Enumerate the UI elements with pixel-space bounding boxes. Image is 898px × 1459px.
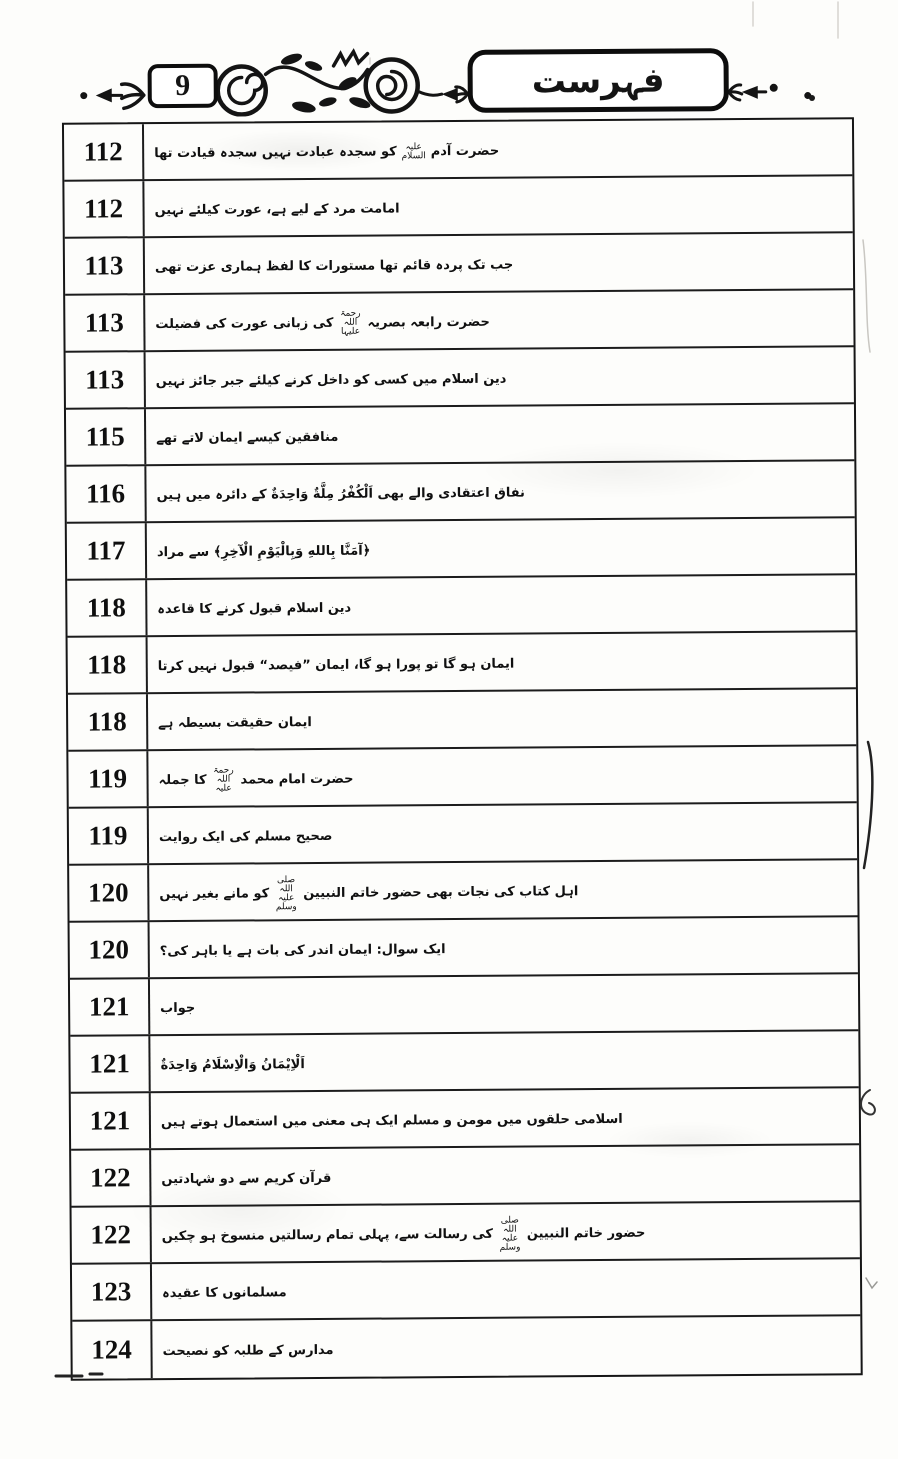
toc-entry-title: ایمان ہو گا تو پورا ہو گا، ایمان ”فیصد“ قبول نہیں کرتا: [157, 656, 515, 675]
toc-entry-title: حضور خاتم النبیین صلی اللہ علیہ وسلم کی رسالت سے، پہلی تمام رسالتیں منسوخ ہو چکیں: [161, 1215, 646, 1253]
toc-entry-title: دین اسلام میں کسی کو داخل کرنے کیلئے جبر جائز نہیں: [155, 371, 507, 390]
honorific-mark: صلی اللہ علیہ وسلم: [275, 874, 297, 912]
table-row: [70, 974, 858, 1036]
toc-entry-title: ایمان حقیقت بسیطہ ہے: [158, 715, 312, 732]
table-row: [68, 689, 856, 751]
fan-flourish-icon: [729, 85, 742, 100]
toc-page-number: 115: [66, 409, 146, 465]
toc-entry-title: جواب: [160, 1000, 196, 1017]
table-row: [72, 1259, 860, 1321]
toc-page-number: 122: [72, 1207, 152, 1263]
table-row: [68, 632, 856, 694]
table-row: [72, 1202, 860, 1264]
toc-entry-title: مسلمانوں کا عقیدہ: [162, 1285, 287, 1302]
toc-entry-title: مدارس کے طلبہ کو نصیحت: [162, 1342, 334, 1360]
toc-page-number: 113: [66, 352, 146, 408]
crown-flourish-icon: [333, 52, 367, 66]
toc-entry-title: نفاق اعتقادی والے بھی اَلْکُفْرُ مِلَّةٌ وَاحِدَةٌ کے دائرہ میں ہیں: [156, 485, 525, 504]
toc-page-number: 121: [70, 1036, 150, 1092]
toc-entry-title: حضرت امام محمد رحمۃ اللہ علیہ کا جملہ: [158, 765, 354, 794]
toc-entry-title: حضرت رابعہ بصریہ رحمۃ اللہ علیہا کی زبانی عورت کی فضیلت: [155, 308, 490, 337]
table-row: [67, 575, 855, 637]
table-row: [69, 860, 857, 922]
toc-page-number: 124: [72, 1321, 152, 1379]
table-row: [67, 518, 855, 580]
spiral-icon: [366, 59, 418, 111]
table-row: [66, 404, 854, 466]
arrow-left-icon: [96, 88, 112, 102]
table-row: [70, 1031, 858, 1093]
toc-entry-title: حضرت آدم علیہ السلام کو سجدہ عبادت نہیں سجدہ قیادت تھا: [154, 141, 500, 162]
table-row: [65, 233, 853, 295]
arrow-left-icon: [742, 86, 758, 99]
toc-entry-title: صحیح مسلم کی ایک روایت: [158, 828, 333, 846]
toc-entry-title: دین اسلام قبول کرنے کا قاعدہ: [157, 600, 352, 618]
toc-page-number: 112: [64, 124, 144, 180]
table-row: [71, 1145, 859, 1207]
toc-page-number: 119: [68, 751, 148, 807]
table-row: [66, 461, 854, 523]
table-row: [68, 746, 856, 808]
toc-entry-title: اَلْاِیْمَانُ وَالْاِسْلَامُ وَاحِدَةٌ: [160, 1057, 305, 1074]
fan-flourish-icon: [122, 84, 144, 108]
toc-page-number: 118: [68, 637, 148, 693]
table-row: [69, 803, 857, 865]
toc-page-number: 113: [65, 238, 145, 294]
page-number-badge: [148, 64, 218, 108]
toc-page-number: 112: [64, 181, 144, 237]
ink-dot: [770, 84, 778, 92]
honorific-mark: علیہ السلام: [401, 141, 426, 161]
toc-entry-title: ایک سوال: ایمان اندر کی بات ہے یا باہر کی؟: [159, 942, 446, 960]
toc-entry-title: قرآن کریم سے دو شہادتیں: [161, 1170, 332, 1188]
toc-page-number: 113: [65, 295, 145, 351]
toc-page-number: 120: [69, 865, 149, 921]
toc-page-number: 116: [66, 466, 146, 522]
honorific-mark: رحمۃ اللہ علیہا: [340, 308, 361, 337]
toc-entry-title: اہل کتاب کی نجات بھی حضور خاتم النبیین صلی اللہ علیہ وسلم کو مانے بغیر نہیں: [159, 874, 579, 912]
ink-dot: [804, 92, 811, 99]
honorific-mark: رحمۃ اللہ علیہ: [213, 765, 234, 794]
toc-page-number: 117: [67, 523, 147, 579]
toc-page-number: 121: [71, 1093, 151, 1149]
header-title-box: [467, 48, 728, 113]
table-row: [66, 347, 854, 409]
toc-entry-title: اسلامی حلقوں میں مومن و مسلم ایک ہی معنی میں استعمال ہوتے ہیں: [160, 1111, 623, 1131]
toc-page-number: 118: [67, 580, 147, 636]
table-row: [64, 176, 852, 238]
toc-page-number: 118: [68, 694, 148, 750]
toc-page-number: 120: [70, 922, 150, 978]
table-row: [64, 119, 852, 181]
toc-entry-title: ﴿آمَنَّا بِاللهِ وَبِالْیَوْمِ الْآخِرِ﴾ سے مراد: [156, 543, 371, 561]
table-row: [72, 1316, 860, 1378]
toc-table: [62, 117, 863, 1380]
toc-page-number: 123: [72, 1264, 152, 1320]
table-row: [70, 917, 858, 979]
page-number: 9: [175, 68, 191, 102]
table-row: [71, 1088, 859, 1150]
page-title: فہرست: [531, 60, 665, 102]
toc-entry-title: منافقین کیسے ایمان لاتے تھے: [156, 429, 339, 447]
toc-page-number: 121: [70, 979, 150, 1035]
toc-page-number: 119: [69, 808, 149, 864]
toc-page-number: 122: [71, 1150, 151, 1206]
toc-entry-title: امامت مرد کے لیے ہے، عورت کیلئے نہیں: [154, 201, 400, 219]
toc-entry-title: جب تک پردہ قائم تھا مستورات کا لفظ ہماری عزت تھی: [154, 257, 514, 276]
ink-dot: [80, 92, 87, 99]
table-row: [65, 290, 853, 352]
honorific-mark: صلی اللہ علیہ وسلم: [499, 1215, 521, 1253]
